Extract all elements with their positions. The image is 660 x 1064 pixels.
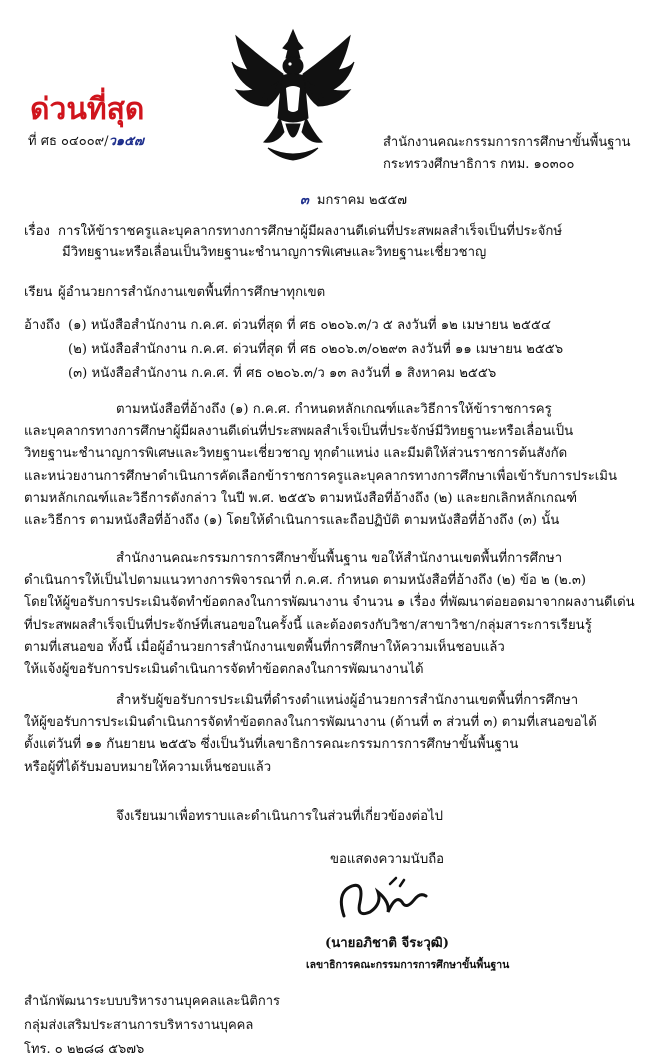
- sender-office-name: สำนักงานคณะกรรมการการศึกษาขั้นพื้นฐาน: [383, 135, 631, 150]
- subject-line-1: [24, 222, 562, 242]
- paragraph-line: วิทยฐานะชำนาญการพิเศษและวิทยฐานะเชี่ยวชาญ ทุกตำแหน่ง และมีมติให้ส่วนราชการต้นสังกัด: [24, 446, 568, 462]
- paragraph-line: ที่ประสพผลสำเร็จเป็นที่ประจักษ์ที่เสนอขอในครั้งนี้ และต้องตรงกับวิชา/สาขาวิชา/กลุ่มสาระการเรียนรู้: [24, 617, 592, 633]
- paragraph-line: ตามหลักเกณฑ์และวิธีการดังกล่าว ในปี พ.ศ. ๒๕๕๖ ตามหนังสือที่อ้างถึง (๒) และยกเลิกหลักเกณฑ์: [24, 490, 578, 506]
- salutation: ขอแสดงความนับถือ: [330, 852, 445, 867]
- signer-name: (นายอภิชาติ จีระวุฒิ): [325, 936, 449, 951]
- footer-contact: [24, 990, 280, 1062]
- addressee: [24, 283, 325, 303]
- reference-item: [24, 316, 551, 336]
- date-day-handwritten: ๓: [300, 193, 309, 208]
- paragraph-line: สำหรับผู้ขอรับการประเมินที่ดำรงตำแหน่งผู้อำนวยการสำนักงานเขตพื้นที่การศึกษา: [116, 693, 579, 708]
- sender-office-address: กระทรวงศึกษาธิการ กทม. ๑๐๓๐๐: [383, 157, 575, 172]
- closing-sentence: จึงเรียนมาเพื่อทราบและดำเนินการในส่วนที่เกี่ยวข้องต่อไป: [116, 809, 444, 824]
- urgent-stamp: ด่วนที่สุด: [30, 92, 145, 127]
- garuda-emblem: [228, 26, 358, 166]
- paragraph-line: ตามหนังสือที่อ้างถึง (๑) ก.ค.ศ. กำหนดหลักเกณฑ์และวิธีการให้ข้าราชการครู: [116, 402, 552, 417]
- subject-text-2: มีวิทยฐานะหรือเลื่อนเป็นวิทยฐานะชำนาญการพิเศษและวิทยฐานะเชี่ยวชาญ: [62, 245, 487, 260]
- subject-text-1: การให้ข้าราชครูและบุคลากรทางการศึกษาผู้มีผลงานดีเด่นที่ประสพผลสำเร็จเป็นที่ประจักษ์: [58, 224, 563, 239]
- footer-phone: โทร. ๐ ๒๒๘๘ ๕๖๗๖: [24, 1042, 145, 1057]
- paragraph-line: ตั้งแต่วันที่ ๑๑ กันยายน ๒๕๕๖ ซึ่งเป็นวันที่เลขาธิการคณะกรรมการการศึกษาขั้นพื้นฐาน: [24, 737, 519, 753]
- reference-text-2: (๒) หนังสือสำนักงาน ก.ค.ศ. ด่วนที่สุด ที่ ศธ ๐๒๐๖.๓/๐๒๙๓ ลงวันที่ ๑๑ เมษายน ๒๕๕๖: [68, 342, 564, 357]
- sender-office: [383, 132, 631, 176]
- paragraph-line: และหน่วยงานการศึกษาดำเนินการคัดเลือกข้าราชการครูและบุคลากรทางการศึกษาเพื่อเข้ารับการประเมิน: [24, 468, 617, 484]
- footer-group: กลุ่มส่งเสริมประสานการบริหารงานบุคคล: [24, 1018, 254, 1033]
- signature-scribble: [330, 872, 450, 932]
- paragraph-line: หรือผู้ที่ได้รับมอบหมายให้ความเห็นชอบแล้ว: [24, 759, 272, 775]
- document-number: [28, 130, 144, 151]
- addressee-label: เรียน: [24, 285, 53, 300]
- reference-text-3: (๓) หนังสือสำนักงาน ก.ค.ศ. ที่ ศธ ๐๒๐๖.๓/ว ๑๓ ลงวันที่ ๑ สิงหาคม ๒๕๕๖: [68, 366, 497, 381]
- document-number-prefix: ที่ ศธ ๐๔๐๐๙/: [28, 134, 109, 149]
- subject-label: เรื่อง: [24, 224, 50, 239]
- body-paragraph-2: [24, 548, 635, 681]
- footer-department: สำนักพัฒนาระบบบริหารงานบุคคลและนิติการ: [24, 994, 281, 1009]
- paragraph-line: และวิธีการ ตามหนังสือที่อ้างถึง (๑) โดยให้ดำเนินการและถือปฏิบัติ ตามหนังสือที่อ้างถึง (๓) นั้น: [24, 513, 560, 529]
- paragraph-line: ให้ผู้ขอรับการประเมินดำเนินการจัดทำข้อตกลงในการพัฒนางาน (ด้านที่ ๓ ส่วนที่ ๓) ตามที่เสนอขอได้: [24, 715, 597, 731]
- document-date: [300, 189, 407, 210]
- paragraph-line: ให้แจ้งผู้ขอรับการประเมินดำเนินการจัดทำข้อตกลงในการพัฒนางานได้: [24, 662, 424, 678]
- paragraph-line: ตามที่เสนอขอ ทั้งนี้ เมื่อผู้อำนวยการสำนักงานเขตพื้นที่การศึกษาให้ความเห็นชอบแล้ว: [24, 639, 505, 655]
- addressee-text: ผู้อำนวยการสำนักงานเขตพื้นที่การศึกษาทุกเขต: [58, 285, 326, 300]
- body-paragraph-3: [24, 690, 597, 779]
- paragraph-line: ดำเนินการให้เป็นไปตามแนวทางการพิจารณาที่ ก.ค.ศ. กำหนด ตามหนังสือที่อ้างถึง (๒) ข้อ ๒ (๒.๓): [24, 573, 587, 589]
- references-label: อ้างถึง: [24, 318, 61, 333]
- body-paragraph-1: [24, 399, 617, 532]
- signer-position: เลขาธิการคณะกรรมการการศึกษาขั้นพื้นฐาน: [306, 959, 510, 971]
- document-number-handwritten: ว๑๕๗: [108, 134, 144, 149]
- paragraph-line: โดยให้ผู้ขอรับการประเมินจัดทำข้อตกลงในการพัฒนางาน จำนวน ๑ เรื่อง ที่พัฒนาต่อยอดมาจากผลงานดีเด่น: [24, 595, 635, 611]
- paragraph-line: สำนักงานคณะกรรมการการศึกษาขั้นพื้นฐาน ขอให้สำนักงานเขตพื้นที่การศึกษา: [116, 551, 563, 566]
- reference-text-1: (๑) หนังสือสำนักงาน ก.ค.ศ. ด่วนที่สุด ที่ ศธ ๐๒๐๖.๓/ว ๕ ลงวันที่ ๑๒ เมษายน ๒๕๕๔: [68, 318, 551, 333]
- date-month-year: มกราคม ๒๕๕๗: [316, 193, 408, 208]
- paragraph-line: และบุคลากรทางการศึกษาผู้มีผลงานดีเด่นที่ประสพผลสำเร็จเป็นที่ประจักษ์มีวิทยฐานะหรือเลื่อนเป็น: [24, 424, 574, 440]
